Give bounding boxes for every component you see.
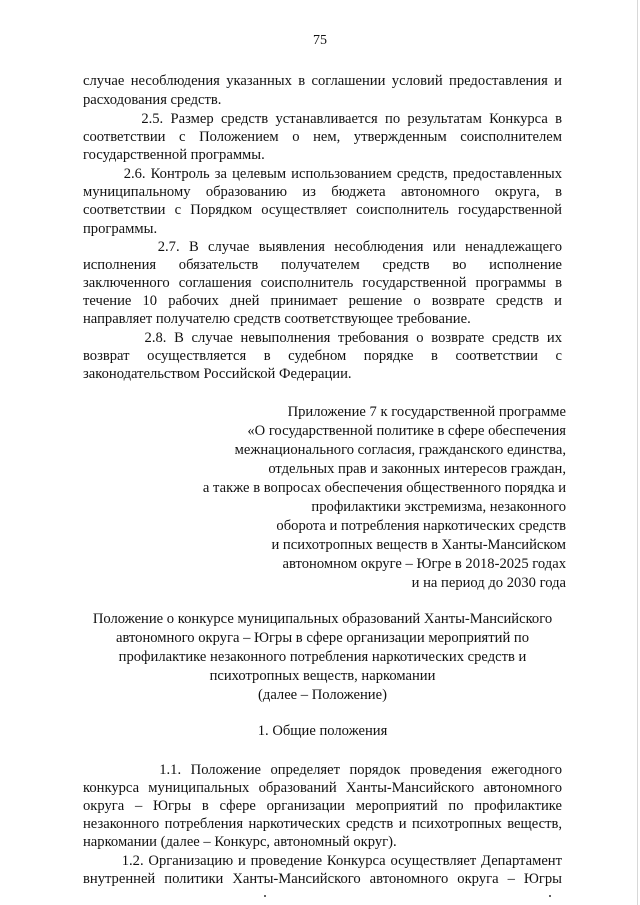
body-line: государственной программы. bbox=[83, 147, 265, 163]
body-line: программы. bbox=[83, 221, 158, 237]
section-line: округа – Югры в сфере организации мероприятий по профилактике bbox=[83, 798, 562, 814]
appendix-line: «О государственной политике в сфере обеспечения bbox=[247, 423, 566, 439]
body-line: соответствии с Положением о нем, утвержденным соисполнителем bbox=[83, 129, 562, 145]
document-title-line: автономного округа – Югры в сфере организации мероприятий по bbox=[115, 630, 530, 646]
body-line: законодательством Российской Федерации. bbox=[83, 366, 352, 382]
body-line: направляет получателю средств соответствующее требование. bbox=[83, 311, 471, 327]
section-heading: 1. Общие положения bbox=[257, 723, 388, 739]
section-line: незаконного потребления наркотических средств и психотропных веществ, bbox=[83, 816, 562, 832]
section-line: 1.1. Положение определяет порядок проведения ежегодного bbox=[83, 762, 562, 778]
body-line: случае несоблюдения указанных в соглашении условий предоставления и bbox=[83, 73, 562, 89]
body-line: возврат осуществляется в судебном порядке в соответствии с bbox=[83, 348, 562, 364]
body-line: муниципальному образованию из бюджета автономного округа, в bbox=[83, 184, 562, 200]
appendix-line: и на период до 2030 года bbox=[411, 575, 566, 591]
body-line: расходования средств. bbox=[83, 92, 222, 108]
appendix-line: оборота и потребления наркотических средств bbox=[276, 518, 566, 534]
body-line: 2.8. В случае невыполнения требования о возврате средств их bbox=[83, 330, 562, 346]
section-line: внутренней политики Ханты-Мансийского автономного округа – Югры bbox=[83, 871, 562, 887]
appendix-line: отдельных прав и законных интересов граждан, bbox=[268, 461, 566, 477]
scan-speck bbox=[549, 895, 551, 897]
page-number: 75 bbox=[313, 33, 327, 48]
body-line: соответствии с Порядком осуществляет соисполнитель государственной bbox=[83, 202, 562, 218]
body-line: исполнения обязательств получателем средств во исполнение bbox=[83, 257, 562, 273]
document-title-line: психотропных веществ, наркомании bbox=[209, 668, 436, 684]
appendix-line: межнационального согласия, гражданского единства, bbox=[234, 442, 566, 458]
body-line: 2.7. В случае выявления несоблюдения или ненадлежащего bbox=[83, 239, 562, 255]
appendix-line: а также в вопросах обеспечения общественного порядка и bbox=[202, 480, 566, 496]
document-title-line: (далее – Положение) bbox=[258, 687, 387, 703]
body-line: течение 10 рабочих дней принимает решение о возврате средств и bbox=[83, 293, 562, 309]
section-line: конкурса муниципальных образований Ханты-Мансийского автономного bbox=[83, 780, 562, 796]
scan-edge bbox=[637, 0, 638, 905]
appendix-line: автономном округе – Югре в 2018-2025 годах bbox=[282, 556, 566, 572]
body-line: 2.5. Размер средств устанавливается по результатам Конкурса в bbox=[83, 111, 562, 127]
appendix-line: и психотропных веществ в Ханты-Мансийском bbox=[271, 537, 566, 553]
document-title-line: Положение о конкурсе муниципальных образований Ханты-Мансийского bbox=[92, 611, 553, 627]
body-line: 2.6. Контроль за целевым использованием средств, предоставленных bbox=[83, 166, 562, 182]
scan-speck bbox=[264, 895, 266, 897]
document-title-line: профилактике незаконного потребления наркотических средств и bbox=[118, 649, 527, 665]
section-line: 1.2. Организацию и проведение Конкурса осуществляет Департамент bbox=[83, 853, 562, 869]
section-line: наркомании (далее – Конкурс, автономный округ). bbox=[83, 834, 397, 850]
body-line: заключенного соглашения соисполнитель государственной программы в bbox=[83, 275, 562, 291]
appendix-line: профилактики экстремизма, незаконного bbox=[311, 499, 566, 515]
appendix-line: Приложение 7 к государственной программе bbox=[287, 404, 566, 420]
